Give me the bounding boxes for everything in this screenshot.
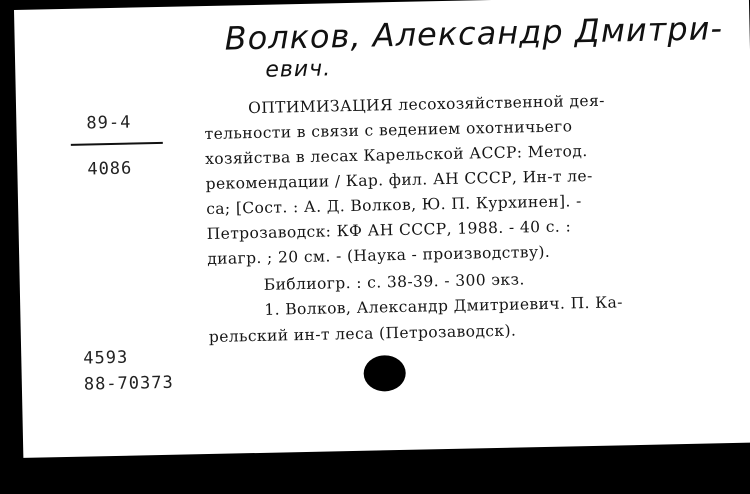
description-line: Петрозаводск: КФ АН СССР, 1988. - 40 с. : <box>206 217 572 244</box>
author-heading-line1: Волков, Александр Дмитри- <box>224 9 724 58</box>
shelf-mark-bottom: 4086 <box>87 158 133 180</box>
description-line: рекомендации / Кар. фил. АН СССР, Ин-т ле- <box>205 166 593 194</box>
tracing-line: 1. Волков, Александр Дмитриевич. П. Ка- <box>264 293 624 319</box>
description-line: ОПТИМИЗАЦИЯ лесохозяйственной дея- <box>247 91 605 118</box>
description-line: са; [Сост. : А. Д. Волков, Ю. П. Курхинен]. - <box>206 192 582 219</box>
tracing-line: рельский ин-т леса (Петрозаводск). <box>208 321 517 346</box>
description-line: хозяйства в лесах Карельской АССР: Метод. <box>204 142 588 169</box>
description-line: тельности в связи с ведением охотничьего <box>204 117 573 144</box>
bibliography-note: Библиогр. : с. 38-39. - 300 экз. <box>263 270 525 294</box>
description-line: диагр. ; 20 см. - (Наука - производству). <box>207 242 551 269</box>
shelf-mark-divider <box>71 142 163 146</box>
card-punch-hole <box>363 355 406 392</box>
author-heading-line2: евич. <box>265 56 332 83</box>
accession-number-line2: 88-70373 <box>83 372 174 395</box>
shelf-mark-top: 89-4 <box>86 112 132 134</box>
accession-number-line1: 4593 <box>83 347 129 369</box>
catalog-card <box>14 0 750 458</box>
